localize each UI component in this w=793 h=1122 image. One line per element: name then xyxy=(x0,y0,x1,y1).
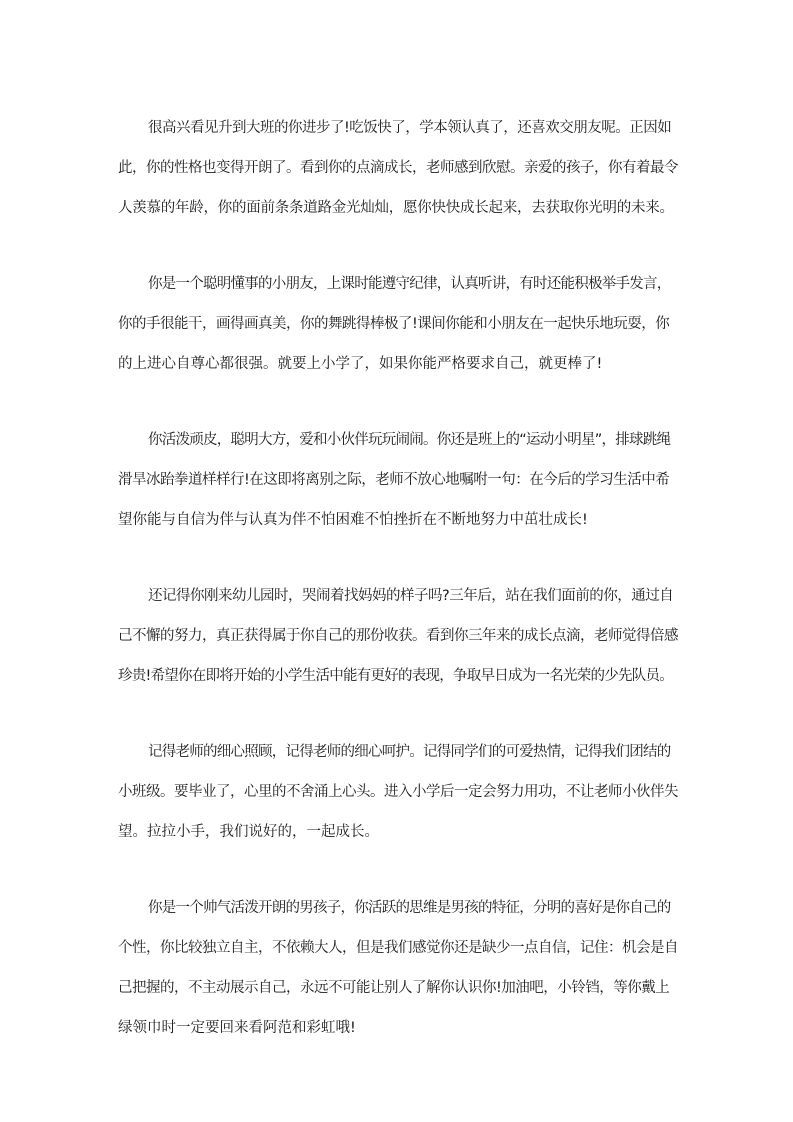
paragraph-2 xyxy=(118,264,678,384)
paragraph-line: 你的手很能干，画得画真美，你的舞跳得棒极了!课间你能和小朋友在一起快乐地玩耍，你 xyxy=(118,316,670,332)
paragraph-line: 望。拉拉小手，我们说好的，一起成长。 xyxy=(118,824,379,840)
document-body xyxy=(118,108,678,1084)
paragraph-line: 己把握的，不主动展示自己，永远不可能让别人了解你认识你!加油吧，小铃铛，等你戴上 xyxy=(118,980,670,996)
paragraph-line: 的上进心自尊心都很强。就要上小学了，如果你能严格要求自己，就更棒了! xyxy=(118,356,603,372)
paragraph-6 xyxy=(118,888,678,1048)
paragraph-line: 还记得你刚来幼儿园时，哭闹着找妈妈的样子吗?三年后，站在我们面前的你，通过自 xyxy=(148,588,674,604)
paragraph-line: 望你能与自信为伴与认真为伴不怕困难不怕挫折在不断地努力中茁壮成长! xyxy=(118,512,588,528)
paragraph-1 xyxy=(118,108,678,228)
paragraph-line: 你是一个聪明懂事的小朋友，上课时能遵守纪律，认真听讲，有时还能积极举手发言， xyxy=(148,276,671,292)
paragraph-line: 己不懈的努力，真正获得属于你自己的那份收获。看到你三年来的成长点滴，老师觉得倍感 xyxy=(118,628,678,644)
paragraph-line: 你活泼顽皮，聪明大方，爱和小伙伴玩玩闹闹。你还是班上的“运动小明星”，排球跳绳 xyxy=(148,432,671,448)
paragraph-line: 记得老师的细心照顾，记得老师的细心呵护。记得同学们的可爱热情，记得我们团结的 xyxy=(148,744,671,760)
paragraph-3 xyxy=(118,420,678,540)
paragraph-line: 你是一个帅气活泼开朗的男孩子，你活跃的思维是男孩的特征，分明的喜好是你自己的 xyxy=(148,900,671,916)
paragraph-line: 小班级。要毕业了，心里的不舍涌上心头。进入小学后一定会努力用功，不让老师小伙伴失 xyxy=(118,784,678,800)
paragraph-line: 绿领巾时一定要回来看阿范和彩虹哦! xyxy=(118,1020,356,1036)
paragraph-line: 很高兴看见升到大班的你进步了!吃饭快了，学本领认真了，还喜欢交朋友呢。正因如 xyxy=(148,120,672,136)
paragraph-line: 人羡慕的年龄，你的面前条条道路金光灿灿，愿你快快成长起来，去获取你光明的未来。 xyxy=(118,200,674,216)
paragraph-5 xyxy=(118,732,678,852)
paragraph-line: 滑旱冰跆拳道样样行!在这即将离别之际，老师不放心地嘱咐一句：在今后的学习生活中希 xyxy=(118,472,670,488)
paragraph-line: 此，你的性格也变得开朗了。看到你的点滴成长，老师感到欣慰。亲爱的孩子，你有着最令 xyxy=(118,160,678,176)
paragraph-4 xyxy=(118,576,678,696)
paragraph-line: 个性，你比较独立自主，不依赖大人，但是我们感觉你还是缺少一点自信，记住：机会是自 xyxy=(118,940,678,956)
paragraph-line: 珍贵!希望你在即将开始的小学生活中能有更好的表现，争取早日成为一名光荣的少先队员。 xyxy=(118,668,674,684)
